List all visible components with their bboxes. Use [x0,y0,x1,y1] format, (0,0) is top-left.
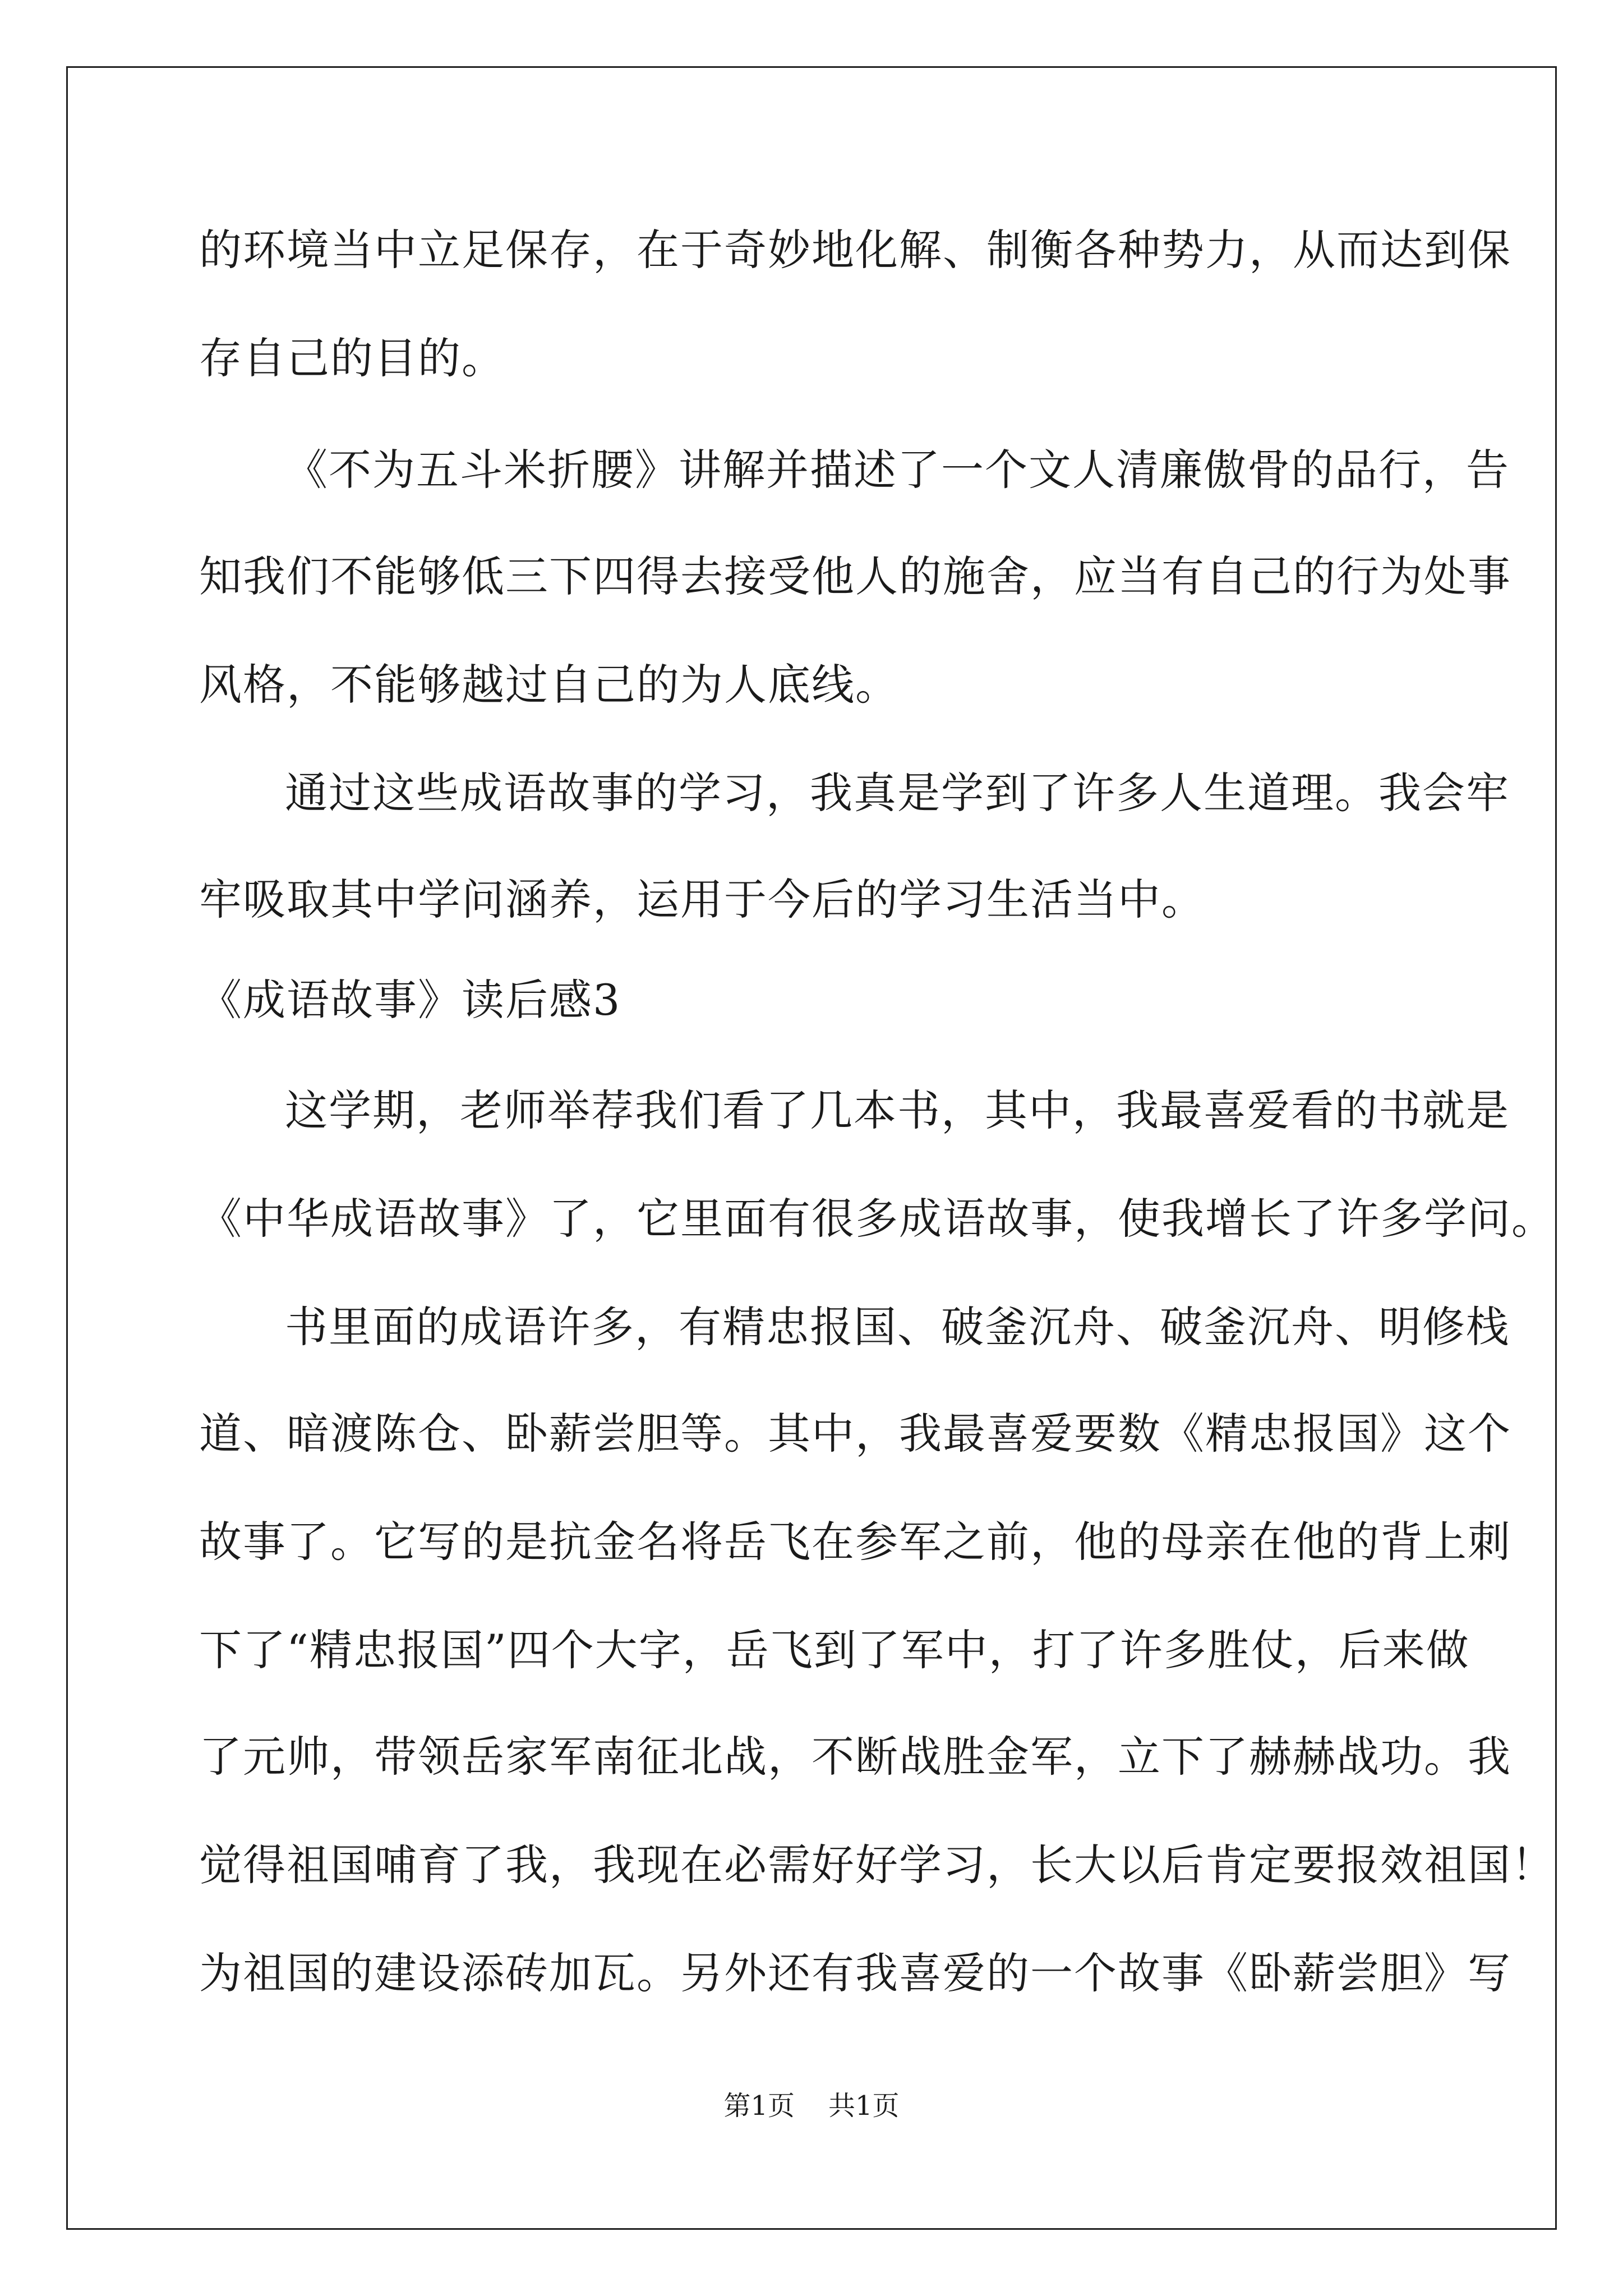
body-line-2: 存自己的目的。 [199,333,505,383]
body-line-14: 下了“精忠报国”四个大字，岳飞到了军中，打了许多胜仗，后来做 [199,1625,1470,1675]
body-line-1: 的环境当中立足保存，在于奇妙地化解、制衡各种势力，从而达到保 [199,225,1511,275]
body-line-6: 通过这些成语故事的学习，我真是学到了许多人生道理。我会牢 [285,768,1510,818]
page-border [66,66,1557,2230]
page-number-total: 共1页 [828,2090,900,2122]
body-line-12: 道、暗渡陈仓、卧薪尝胆等。其中，我最喜爱要数《精忠报国》这个 [199,1409,1511,1458]
section-heading: 《成语故事》读后感3 [199,975,621,1025]
body-line-9: 这学期，老师举荐我们看了几本书，其中，我最喜爱看的书就是 [285,1085,1510,1135]
body-line-3: 《不为五斗米折腰》讲解并描述了一个文人清廉傲骨的品行，告 [285,445,1510,495]
page-number-current: 第1页 [723,2090,795,2122]
body-line-11: 书里面的成语许多，有精忠报国、破釜沉舟、破釜沉舟、明修栈 [285,1302,1510,1352]
body-line-5: 风格，不能够越过自己的为人底线。 [199,660,899,710]
body-line-4: 知我们不能够低三下四得去接受他人的施舍，应当有自己的行为处事 [199,551,1511,601]
body-line-7: 牢吸取其中学问涵养，运用于今后的学习生活当中。 [199,875,1205,924]
body-line-10: 《中华成语故事》了，它里面有很多成语故事，使我增长了许多学问。 [199,1194,1555,1244]
body-line-16: 觉得祖国哺育了我，我现在必需好好学习，长大以后肯定要报效祖国！ [199,1840,1555,1890]
body-line-13: 故事了。它写的是抗金名将岳飞在参军之前，他的母亲在他的背上刺 [199,1517,1511,1567]
body-line-15: 了元帅，带领岳家军南征北战，不断战胜金军，立下了赫赫战功。我 [199,1732,1511,1782]
page-footer [0,2090,1623,2122]
body-line-17: 为祖国的建设添砖加瓦。另外还有我喜爱的一个故事《卧薪尝胆》写 [199,1948,1511,1998]
